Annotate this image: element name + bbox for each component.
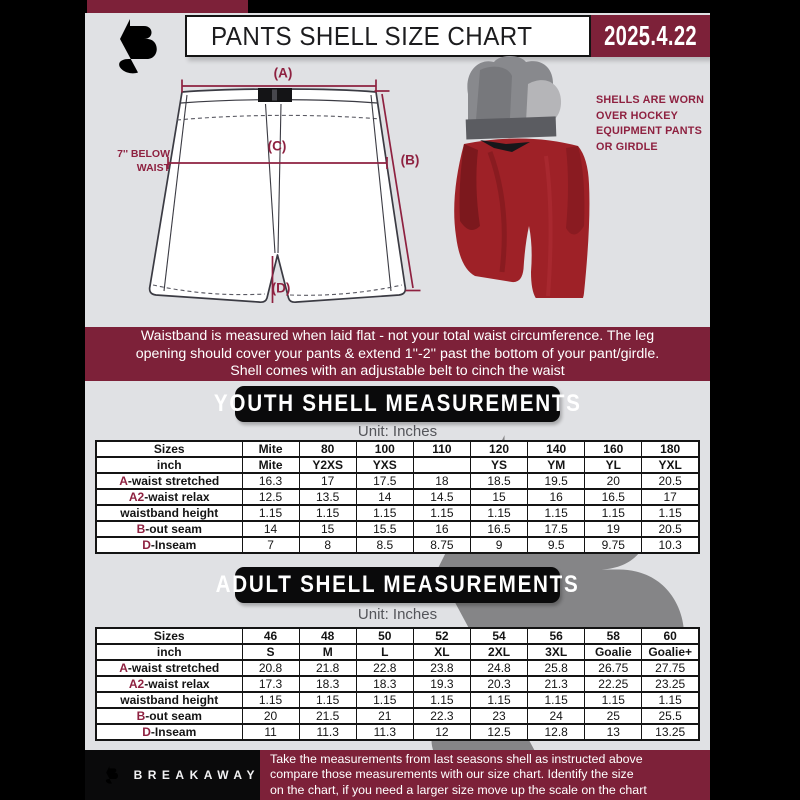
- size-cell: YXL: [642, 457, 699, 473]
- table-row: [96, 628, 699, 644]
- size-cell: 1.15: [356, 505, 413, 521]
- measure-a-label: (A): [273, 65, 293, 81]
- size-cell: 1.15: [413, 505, 470, 521]
- size-cell: 1.15: [528, 692, 585, 708]
- table-row: [96, 489, 699, 505]
- table-row: [96, 537, 699, 553]
- adult-unit-label: Unit: Inches: [357, 606, 438, 623]
- row-label: D-Inseam: [142, 538, 197, 552]
- row-label: waistband height: [120, 506, 219, 520]
- size-cell: 17.3: [242, 676, 299, 692]
- row-label-prefix: A2: [128, 490, 145, 504]
- size-cell: 17.5: [528, 521, 585, 537]
- size-cell: 8: [299, 537, 356, 553]
- size-cell: YXS: [356, 457, 413, 473]
- size-cell: 16.5: [585, 489, 642, 505]
- size-cell: 18.5: [471, 473, 528, 489]
- title-bar: [185, 15, 591, 57]
- size-cell: 1.15: [299, 505, 356, 521]
- row-label: A2-waist relax: [128, 677, 210, 691]
- size-cell: 16.3: [242, 473, 299, 489]
- size-cell: 21.8: [299, 660, 356, 676]
- table-row: [96, 644, 699, 660]
- row-label-prefix: A2: [128, 677, 145, 691]
- size-cell: 1.15: [585, 505, 642, 521]
- size-cell: 9: [471, 537, 528, 553]
- size-cell: 11: [242, 724, 299, 740]
- size-cell: YS: [471, 457, 528, 473]
- size-cell: Goalie: [585, 644, 642, 660]
- table-row: [96, 660, 699, 676]
- date-label: 2025.4.22: [604, 20, 697, 51]
- size-cell: 21.3: [528, 676, 585, 692]
- shorts-outline-drawing: [115, 58, 475, 320]
- size-cell: 14: [356, 489, 413, 505]
- brand-name: BREAKAWAY: [133, 768, 260, 782]
- size-cell: 3XL: [528, 644, 585, 660]
- size-cell: 48: [299, 628, 356, 644]
- size-cell: 25.8: [528, 660, 585, 676]
- shell-photo: [450, 56, 598, 298]
- size-cell: 22.8: [356, 660, 413, 676]
- size-cell: 58: [585, 628, 642, 644]
- size-cell: 17.5: [356, 473, 413, 489]
- row-label: A-waist stretched: [119, 661, 220, 675]
- size-chart-page: [85, 0, 710, 800]
- size-cell: 16: [528, 489, 585, 505]
- page-title: PANTS SHELL SIZE CHART: [211, 20, 533, 51]
- size-cell: 120: [471, 441, 528, 457]
- youth-unit-label: Unit: Inches: [357, 423, 438, 440]
- table-row: [96, 521, 699, 537]
- row-label-prefix: A: [119, 661, 128, 675]
- size-cell: 52: [413, 628, 470, 644]
- size-cell: 23.8: [413, 660, 470, 676]
- size-cell: 23.25: [642, 676, 699, 692]
- size-cell: 17: [642, 489, 699, 505]
- size-cell: 21.5: [299, 708, 356, 724]
- row-label: A-waist stretched: [119, 474, 220, 488]
- size-cell: 20: [585, 473, 642, 489]
- size-cell: 1.15: [356, 692, 413, 708]
- size-cell: 16: [413, 521, 470, 537]
- size-cell: 18.3: [356, 676, 413, 692]
- row-label-prefix: B: [136, 709, 146, 723]
- size-cell: 60: [642, 628, 699, 644]
- size-cell: 20.5: [642, 521, 699, 537]
- size-cell: 27.75: [642, 660, 699, 676]
- size-cell: 26.75: [585, 660, 642, 676]
- measure-b-label: (B): [400, 152, 420, 168]
- adult-section-heading: ADULT SHELL MEASUREMENTS: [235, 567, 560, 603]
- size-cell: 16.5: [471, 521, 528, 537]
- size-cell: 1.15: [242, 505, 299, 521]
- size-cell: 15: [471, 489, 528, 505]
- measure-d-label: (D): [271, 280, 291, 296]
- size-cell: 54: [471, 628, 528, 644]
- row-label: B-out seam: [136, 522, 202, 536]
- size-cell: 18: [413, 473, 470, 489]
- row-label-prefix: A: [119, 474, 128, 488]
- size-cell: 80: [299, 441, 356, 457]
- size-cell: Mite: [242, 441, 299, 457]
- size-cell: 12.8: [528, 724, 585, 740]
- size-cell: Goalie+: [642, 644, 699, 660]
- size-cell: 13.5: [299, 489, 356, 505]
- size-cell: 12.5: [242, 489, 299, 505]
- size-cell: L: [356, 644, 413, 660]
- size-cell: 8.75: [413, 537, 470, 553]
- date-box: [591, 15, 710, 57]
- size-cell: 1.15: [471, 692, 528, 708]
- size-cell: 17: [299, 473, 356, 489]
- footer: [85, 750, 710, 800]
- size-cell: 1.15: [585, 692, 642, 708]
- size-cell: 56: [528, 628, 585, 644]
- row-label: inch: [156, 458, 182, 472]
- shell-measurement-diagram: [115, 58, 475, 320]
- footer-brand: [85, 750, 260, 800]
- row-label-prefix: B: [136, 522, 146, 536]
- size-cell: 46: [242, 628, 299, 644]
- size-cell: 13: [585, 724, 642, 740]
- size-cell: 2XL: [471, 644, 528, 660]
- table-row: [96, 724, 699, 740]
- size-cell: M: [299, 644, 356, 660]
- row-label: A2-waist relax: [128, 490, 210, 504]
- size-cell: 9.5: [528, 537, 585, 553]
- size-cell: 13.25: [642, 724, 699, 740]
- row-label: B-out seam: [136, 709, 202, 723]
- size-cell: 12.5: [471, 724, 528, 740]
- size-cell: 100: [356, 441, 413, 457]
- size-cell: 18.3: [299, 676, 356, 692]
- size-cell: 19.5: [528, 473, 585, 489]
- size-cell: 20.5: [642, 473, 699, 489]
- youth-size-table: [95, 440, 700, 554]
- size-cell: 8.5: [356, 537, 413, 553]
- size-cell: 20.3: [471, 676, 528, 692]
- size-cell: 22.3: [413, 708, 470, 724]
- size-cell: XL: [413, 644, 470, 660]
- measure-c-label: (C): [267, 138, 287, 154]
- size-cell: 110: [413, 441, 470, 457]
- size-cell: [413, 457, 470, 473]
- table-row: [96, 692, 699, 708]
- size-cell: 7: [242, 537, 299, 553]
- row-label: Sizes: [153, 442, 185, 456]
- size-cell: 15.5: [356, 521, 413, 537]
- size-cell: 25: [585, 708, 642, 724]
- size-cell: 1.15: [299, 692, 356, 708]
- below-waist-note: 7'' BELOW WAIST: [117, 148, 170, 174]
- size-cell: 14.5: [413, 489, 470, 505]
- size-cell: Mite: [242, 457, 299, 473]
- size-cell: 11.3: [299, 724, 356, 740]
- size-cell: 15: [299, 521, 356, 537]
- size-cell: 23: [471, 708, 528, 724]
- size-cell: 19: [585, 521, 642, 537]
- table-row: [96, 457, 699, 473]
- row-label-prefix: D: [142, 538, 151, 552]
- size-cell: 14: [242, 521, 299, 537]
- size-cell: 50: [356, 628, 413, 644]
- table-row: [96, 505, 699, 521]
- size-cell: 1.15: [413, 692, 470, 708]
- row-label: waistband height: [120, 693, 219, 707]
- size-cell: 24.8: [471, 660, 528, 676]
- table-row: [96, 441, 699, 457]
- size-cell: 25.5: [642, 708, 699, 724]
- size-cell: 1.15: [242, 692, 299, 708]
- table-row: [96, 676, 699, 692]
- table-row: [96, 473, 699, 489]
- row-label-prefix: D: [142, 725, 151, 739]
- top-maroon-tab: [87, 0, 248, 13]
- footer-instructions: Take the measurements from last seasons shell as instructed above compare those measurements with our size chart. Identify the size on the chart, if you need a larger size move up the scale on the chart: [260, 750, 710, 800]
- size-cell: 160: [585, 441, 642, 457]
- youth-section-heading: YOUTH SHELL MEASUREMENTS: [235, 386, 560, 422]
- size-cell: 1.15: [528, 505, 585, 521]
- size-cell: 140: [528, 441, 585, 457]
- row-label: inch: [156, 645, 182, 659]
- size-cell: YL: [585, 457, 642, 473]
- size-cell: 10.3: [642, 537, 699, 553]
- table-row: [96, 708, 699, 724]
- size-cell: 11.3: [356, 724, 413, 740]
- size-cell: 22.25: [585, 676, 642, 692]
- size-cell: 21: [356, 708, 413, 724]
- size-cell: 9.75: [585, 537, 642, 553]
- size-cell: 1.15: [642, 505, 699, 521]
- size-cell: 19.3: [413, 676, 470, 692]
- size-cell: 12: [413, 724, 470, 740]
- breakaway-logo-icon: [102, 762, 123, 789]
- row-label: D-Inseam: [142, 725, 197, 739]
- adult-size-table: [95, 627, 700, 741]
- size-cell: 180: [642, 441, 699, 457]
- size-cell: S: [242, 644, 299, 660]
- size-cell: Y2XS: [299, 457, 356, 473]
- size-cell: YM: [528, 457, 585, 473]
- size-cell: 20.8: [242, 660, 299, 676]
- shell-usage-note: SHELLS ARE WORN OVER HOCKEY EQUIPMENT PANTS OR GIRDLE: [596, 94, 705, 153]
- size-cell: 20: [242, 708, 299, 724]
- size-cell: 1.15: [471, 505, 528, 521]
- measuring-instructions-banner: Waistband is measured when laid flat - not your total waist circumference. The leg opening should cover your pants & extend 1''-2'' past the bottom of your pant/girdle. Shell comes with an adjustable belt to cinch the waist: [85, 327, 710, 381]
- size-cell: 1.15: [642, 692, 699, 708]
- size-cell: 24: [528, 708, 585, 724]
- row-label: Sizes: [153, 629, 185, 643]
